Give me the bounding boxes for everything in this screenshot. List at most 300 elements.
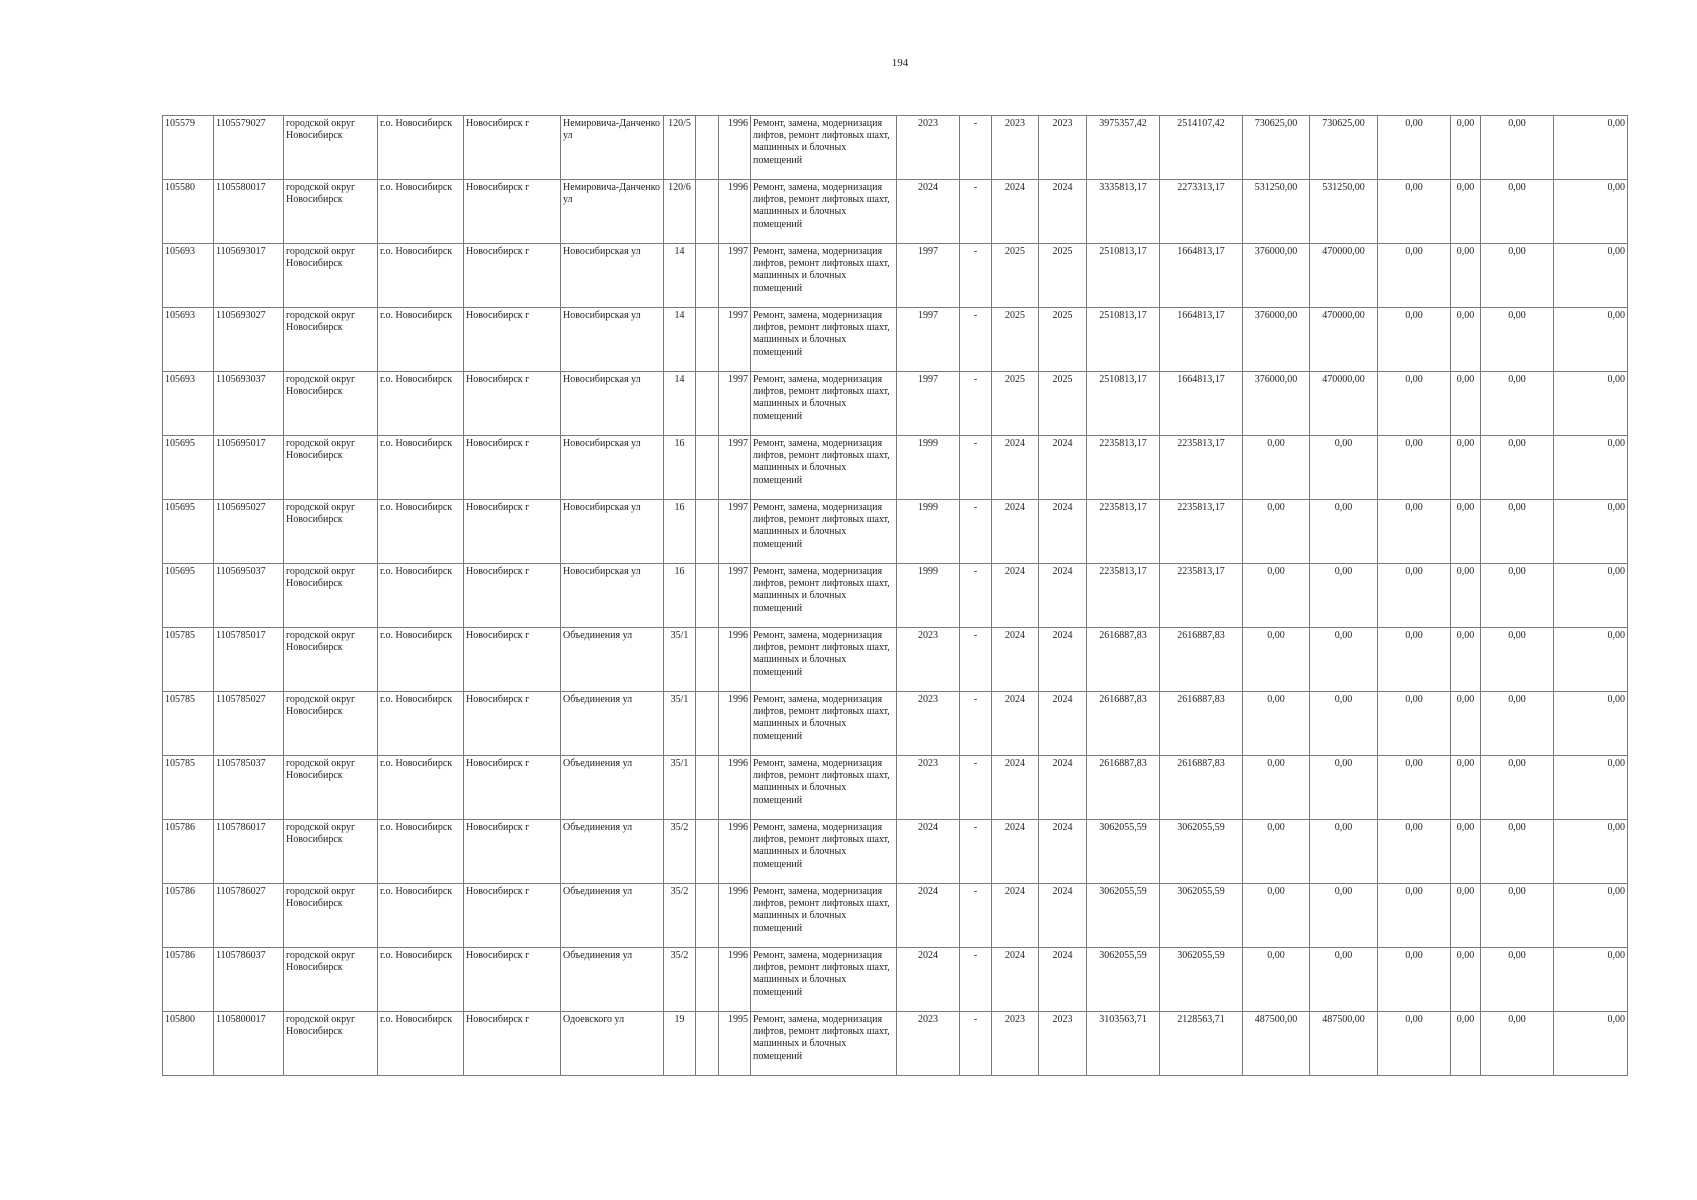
local-funds-cell: 0,00 [1451, 756, 1481, 820]
municipality-cell: г.о. Новосибирск [378, 820, 464, 884]
table-row [163, 756, 1628, 820]
last-repair-year-cell: 1997 [897, 244, 960, 308]
dash-cell-cell: - [960, 820, 992, 884]
local-funds-cell: 0,00 [1451, 244, 1481, 308]
object-id-cell: 105786 [163, 884, 214, 948]
fund-cost-cell: 1664813,17 [1160, 244, 1243, 308]
plan-year-end-cell: 2024 [1039, 180, 1087, 244]
municipality-cell: г.о. Новосибирск [378, 756, 464, 820]
fund-cost-cell: 2128563,71 [1160, 1012, 1243, 1076]
dash-cell-cell: - [960, 308, 992, 372]
locality-cell: Новосибирск г [464, 244, 561, 308]
house-number-cell: 14 [664, 372, 696, 436]
house-number-cell: 120/5 [664, 116, 696, 180]
locality-cell: Новосибирск г [464, 1012, 561, 1076]
object-id-cell: 105785 [163, 692, 214, 756]
other-funds-cell: 0,00 [1481, 884, 1554, 948]
dash-cell-cell: - [960, 628, 992, 692]
other-funds-cell: 0,00 [1481, 1012, 1554, 1076]
reserve-funds-cell: 0,00 [1554, 180, 1628, 244]
total-cost-cell: 2616887,83 [1087, 756, 1160, 820]
work-type-cell: Ремонт, замена, модернизация лифтов, ремонт лифтовых шахт, машинных и блочных помещений [751, 756, 897, 820]
table-row [163, 692, 1628, 756]
dash-cell-cell: - [960, 116, 992, 180]
commission-year-cell: 1997 [719, 500, 751, 564]
table-row [163, 372, 1628, 436]
dash-cell-cell: - [960, 244, 992, 308]
dash-cell-cell: - [960, 1012, 992, 1076]
fund-cost-cell: 3062055,59 [1160, 884, 1243, 948]
lift-id-cell: 1105785037 [214, 756, 284, 820]
owner-funds-cell: 376000,00 [1243, 372, 1310, 436]
lift-id-cell: 1105800017 [214, 1012, 284, 1076]
plan-year-start-cell: 2024 [992, 436, 1039, 500]
total-cost-cell: 2235813,17 [1087, 436, 1160, 500]
total-cost-cell: 3062055,59 [1087, 884, 1160, 948]
total-cost-cell: 3062055,59 [1087, 948, 1160, 1012]
table-row [163, 244, 1628, 308]
reserve-funds-cell: 0,00 [1554, 948, 1628, 1012]
plan-year-end-cell: 2025 [1039, 308, 1087, 372]
regional-funds-cell: 0,00 [1378, 948, 1451, 1012]
subsidy-funds-cell: 470000,00 [1310, 372, 1378, 436]
building-letter-cell [696, 820, 719, 884]
locality-cell: Новосибирск г [464, 308, 561, 372]
commission-year-cell: 1996 [719, 756, 751, 820]
lift-id-cell: 1105693037 [214, 372, 284, 436]
reserve-funds-cell: 0,00 [1554, 756, 1628, 820]
lift-id-cell: 1105786017 [214, 820, 284, 884]
lift-id-cell: 1105786027 [214, 884, 284, 948]
locality-cell: Новосибирск г [464, 116, 561, 180]
municipality-cell: г.о. Новосибирск [378, 884, 464, 948]
plan-year-start-cell: 2024 [992, 692, 1039, 756]
total-cost-cell: 2616887,83 [1087, 628, 1160, 692]
house-number-cell: 16 [664, 564, 696, 628]
street-cell: Новосибирская ул [561, 436, 664, 500]
building-letter-cell [696, 308, 719, 372]
dash-cell-cell: - [960, 436, 992, 500]
fund-cost-cell: 2235813,17 [1160, 500, 1243, 564]
local-funds-cell: 0,00 [1451, 1012, 1481, 1076]
plan-year-start-cell: 2025 [992, 308, 1039, 372]
plan-year-start-cell: 2024 [992, 564, 1039, 628]
dash-cell-cell: - [960, 564, 992, 628]
owner-funds-cell: 0,00 [1243, 884, 1310, 948]
total-cost-cell: 3103563,71 [1087, 1012, 1160, 1076]
plan-year-end-cell: 2024 [1039, 884, 1087, 948]
reserve-funds-cell: 0,00 [1554, 692, 1628, 756]
owner-funds-cell: 0,00 [1243, 756, 1310, 820]
lift-id-cell: 1105693027 [214, 308, 284, 372]
plan-year-start-cell: 2023 [992, 116, 1039, 180]
plan-year-end-cell: 2025 [1039, 372, 1087, 436]
lift-id-cell: 1105695037 [214, 564, 284, 628]
house-number-cell: 35/1 [664, 756, 696, 820]
dash-cell-cell: - [960, 180, 992, 244]
street-cell: Новосибирская ул [561, 500, 664, 564]
commission-year-cell: 1997 [719, 564, 751, 628]
work-type-cell: Ремонт, замена, модернизация лифтов, ремонт лифтовых шахт, машинных и блочных помещений [751, 180, 897, 244]
municipality-cell: г.о. Новосибирск [378, 180, 464, 244]
municipal-district-cell: городской округ Новосибирск [284, 692, 378, 756]
subsidy-funds-cell: 0,00 [1310, 500, 1378, 564]
local-funds-cell: 0,00 [1451, 884, 1481, 948]
municipal-district-cell: городской округ Новосибирск [284, 1012, 378, 1076]
plan-year-start-cell: 2024 [992, 180, 1039, 244]
regional-funds-cell: 0,00 [1378, 372, 1451, 436]
subsidy-funds-cell: 730625,00 [1310, 116, 1378, 180]
municipality-cell: г.о. Новосибирск [378, 308, 464, 372]
locality-cell: Новосибирск г [464, 756, 561, 820]
plan-year-start-cell: 2025 [992, 372, 1039, 436]
owner-funds-cell: 0,00 [1243, 692, 1310, 756]
table-row [163, 1012, 1628, 1076]
other-funds-cell: 0,00 [1481, 180, 1554, 244]
other-funds-cell: 0,00 [1481, 820, 1554, 884]
municipal-district-cell: городской округ Новосибирск [284, 820, 378, 884]
lift-id-cell: 1105695017 [214, 436, 284, 500]
fund-cost-cell: 2616887,83 [1160, 692, 1243, 756]
fund-cost-cell: 2616887,83 [1160, 756, 1243, 820]
object-id-cell: 105693 [163, 308, 214, 372]
street-cell: Новосибирская ул [561, 308, 664, 372]
commission-year-cell: 1997 [719, 308, 751, 372]
owner-funds-cell: 531250,00 [1243, 180, 1310, 244]
locality-cell: Новосибирск г [464, 436, 561, 500]
work-type-cell: Ремонт, замена, модернизация лифтов, ремонт лифтовых шахт, машинных и блочных помещений [751, 244, 897, 308]
house-number-cell: 14 [664, 308, 696, 372]
plan-year-end-cell: 2025 [1039, 244, 1087, 308]
work-type-cell: Ремонт, замена, модернизация лифтов, ремонт лифтовых шахт, машинных и блочных помещений [751, 884, 897, 948]
municipal-district-cell: городской округ Новосибирск [284, 564, 378, 628]
lift-id-cell: 1105785017 [214, 628, 284, 692]
work-type-cell: Ремонт, замена, модернизация лифтов, ремонт лифтовых шахт, машинных и блочных помещений [751, 628, 897, 692]
regional-funds-cell: 0,00 [1378, 692, 1451, 756]
building-letter-cell [696, 1012, 719, 1076]
plan-year-end-cell: 2023 [1039, 116, 1087, 180]
subsidy-funds-cell: 470000,00 [1310, 308, 1378, 372]
municipality-cell: г.о. Новосибирск [378, 116, 464, 180]
house-number-cell: 16 [664, 436, 696, 500]
other-funds-cell: 0,00 [1481, 756, 1554, 820]
last-repair-year-cell: 1999 [897, 500, 960, 564]
object-id-cell: 105785 [163, 756, 214, 820]
street-cell: Новосибирская ул [561, 564, 664, 628]
commission-year-cell: 1996 [719, 628, 751, 692]
other-funds-cell: 0,00 [1481, 116, 1554, 180]
dash-cell-cell: - [960, 692, 992, 756]
other-funds-cell: 0,00 [1481, 436, 1554, 500]
fund-cost-cell: 3062055,59 [1160, 948, 1243, 1012]
table-row [163, 884, 1628, 948]
object-id-cell: 105580 [163, 180, 214, 244]
building-letter-cell [696, 692, 719, 756]
municipality-cell: г.о. Новосибирск [378, 372, 464, 436]
object-id-cell: 105800 [163, 1012, 214, 1076]
locality-cell: Новосибирск г [464, 372, 561, 436]
street-cell: Новосибирская ул [561, 372, 664, 436]
fund-cost-cell: 2514107,42 [1160, 116, 1243, 180]
total-cost-cell: 3062055,59 [1087, 820, 1160, 884]
object-id-cell: 105785 [163, 628, 214, 692]
last-repair-year-cell: 2023 [897, 116, 960, 180]
other-funds-cell: 0,00 [1481, 372, 1554, 436]
dash-cell-cell: - [960, 756, 992, 820]
last-repair-year-cell: 1997 [897, 372, 960, 436]
regional-funds-cell: 0,00 [1378, 244, 1451, 308]
regional-funds-cell: 0,00 [1378, 180, 1451, 244]
total-cost-cell: 2510813,17 [1087, 308, 1160, 372]
municipal-district-cell: городской округ Новосибирск [284, 308, 378, 372]
local-funds-cell: 0,00 [1451, 820, 1481, 884]
subsidy-funds-cell: 0,00 [1310, 628, 1378, 692]
house-number-cell: 35/1 [664, 692, 696, 756]
municipality-cell: г.о. Новосибирск [378, 244, 464, 308]
fund-cost-cell: 2616887,83 [1160, 628, 1243, 692]
local-funds-cell: 0,00 [1451, 692, 1481, 756]
municipal-district-cell: городской округ Новосибирск [284, 756, 378, 820]
object-id-cell: 105693 [163, 244, 214, 308]
plan-year-start-cell: 2024 [992, 756, 1039, 820]
object-id-cell: 105693 [163, 372, 214, 436]
subsidy-funds-cell: 0,00 [1310, 436, 1378, 500]
street-cell: Объединения ул [561, 948, 664, 1012]
other-funds-cell: 0,00 [1481, 500, 1554, 564]
commission-year-cell: 1997 [719, 372, 751, 436]
lift-id-cell: 1105693017 [214, 244, 284, 308]
subsidy-funds-cell: 0,00 [1310, 756, 1378, 820]
work-type-cell: Ремонт, замена, модернизация лифтов, ремонт лифтовых шахт, машинных и блочных помещений [751, 1012, 897, 1076]
municipal-district-cell: городской округ Новосибирск [284, 436, 378, 500]
street-cell: Немировича-Данченко ул [561, 180, 664, 244]
plan-year-end-cell: 2024 [1039, 948, 1087, 1012]
dash-cell-cell: - [960, 372, 992, 436]
last-repair-year-cell: 2024 [897, 180, 960, 244]
municipal-district-cell: городской округ Новосибирск [284, 500, 378, 564]
other-funds-cell: 0,00 [1481, 628, 1554, 692]
subsidy-funds-cell: 0,00 [1310, 564, 1378, 628]
table-row [163, 500, 1628, 564]
building-letter-cell [696, 116, 719, 180]
total-cost-cell: 2616887,83 [1087, 692, 1160, 756]
plan-year-start-cell: 2023 [992, 1012, 1039, 1076]
work-type-cell: Ремонт, замена, модернизация лифтов, ремонт лифтовых шахт, машинных и блочных помещений [751, 820, 897, 884]
last-repair-year-cell: 1999 [897, 436, 960, 500]
commission-year-cell: 1996 [719, 948, 751, 1012]
regional-funds-cell: 0,00 [1378, 756, 1451, 820]
last-repair-year-cell: 1999 [897, 564, 960, 628]
reserve-funds-cell: 0,00 [1554, 1012, 1628, 1076]
building-letter-cell [696, 564, 719, 628]
plan-year-end-cell: 2024 [1039, 500, 1087, 564]
last-repair-year-cell: 2023 [897, 692, 960, 756]
fund-cost-cell: 1664813,17 [1160, 308, 1243, 372]
owner-funds-cell: 0,00 [1243, 820, 1310, 884]
owner-funds-cell: 487500,00 [1243, 1012, 1310, 1076]
plan-year-start-cell: 2024 [992, 500, 1039, 564]
reserve-funds-cell: 0,00 [1554, 308, 1628, 372]
last-repair-year-cell: 2023 [897, 756, 960, 820]
municipal-district-cell: городской округ Новосибирск [284, 244, 378, 308]
street-cell: Немировича-Данченко ул [561, 116, 664, 180]
plan-year-end-cell: 2023 [1039, 1012, 1087, 1076]
plan-year-end-cell: 2024 [1039, 564, 1087, 628]
owner-funds-cell: 0,00 [1243, 948, 1310, 1012]
subsidy-funds-cell: 0,00 [1310, 948, 1378, 1012]
object-id-cell: 105579 [163, 116, 214, 180]
plan-year-start-cell: 2025 [992, 244, 1039, 308]
local-funds-cell: 0,00 [1451, 628, 1481, 692]
page-number: 194 [891, 57, 909, 69]
subsidy-funds-cell: 0,00 [1310, 820, 1378, 884]
building-letter-cell [696, 436, 719, 500]
commission-year-cell: 1996 [719, 692, 751, 756]
plan-year-start-cell: 2024 [992, 628, 1039, 692]
table-row [163, 948, 1628, 1012]
locality-cell: Новосибирск г [464, 948, 561, 1012]
lift-id-cell: 1105580017 [214, 180, 284, 244]
work-type-cell: Ремонт, замена, модернизация лифтов, ремонт лифтовых шахт, машинных и блочных помещений [751, 116, 897, 180]
municipality-cell: г.о. Новосибирск [378, 1012, 464, 1076]
table-row [163, 820, 1628, 884]
fund-cost-cell: 3062055,59 [1160, 820, 1243, 884]
work-type-cell: Ремонт, замена, модернизация лифтов, ремонт лифтовых шахт, машинных и блочных помещений [751, 436, 897, 500]
owner-funds-cell: 376000,00 [1243, 244, 1310, 308]
house-number-cell: 35/2 [664, 948, 696, 1012]
reserve-funds-cell: 0,00 [1554, 244, 1628, 308]
municipal-district-cell: городской округ Новосибирск [284, 948, 378, 1012]
regional-funds-cell: 0,00 [1378, 436, 1451, 500]
regional-funds-cell: 0,00 [1378, 500, 1451, 564]
owner-funds-cell: 0,00 [1243, 564, 1310, 628]
reserve-funds-cell: 0,00 [1554, 820, 1628, 884]
work-type-cell: Ремонт, замена, модернизация лифтов, ремонт лифтовых шахт, машинных и блочных помещений [751, 692, 897, 756]
total-cost-cell: 3335813,17 [1087, 180, 1160, 244]
municipal-district-cell: городской округ Новосибирск [284, 884, 378, 948]
building-letter-cell [696, 372, 719, 436]
total-cost-cell: 2510813,17 [1087, 244, 1160, 308]
total-cost-cell: 3975357,42 [1087, 116, 1160, 180]
building-letter-cell [696, 628, 719, 692]
owner-funds-cell: 0,00 [1243, 436, 1310, 500]
regional-funds-cell: 0,00 [1378, 116, 1451, 180]
house-number-cell: 19 [664, 1012, 696, 1076]
fund-cost-cell: 1664813,17 [1160, 372, 1243, 436]
table-row [163, 116, 1628, 180]
other-funds-cell: 0,00 [1481, 948, 1554, 1012]
work-type-cell: Ремонт, замена, модернизация лифтов, ремонт лифтовых шахт, машинных и блочных помещений [751, 948, 897, 1012]
object-id-cell: 105695 [163, 500, 214, 564]
commission-year-cell: 1996 [719, 180, 751, 244]
fund-cost-cell: 2273313,17 [1160, 180, 1243, 244]
municipality-cell: г.о. Новосибирск [378, 564, 464, 628]
table-row [163, 180, 1628, 244]
street-cell: Новосибирская ул [561, 244, 664, 308]
subsidy-funds-cell: 0,00 [1310, 884, 1378, 948]
municipality-cell: г.о. Новосибирск [378, 948, 464, 1012]
table-row [163, 308, 1628, 372]
locality-cell: Новосибирск г [464, 628, 561, 692]
subsidy-funds-cell: 487500,00 [1310, 1012, 1378, 1076]
municipality-cell: г.о. Новосибирск [378, 436, 464, 500]
lift-id-cell: 1105785027 [214, 692, 284, 756]
local-funds-cell: 0,00 [1451, 436, 1481, 500]
plan-year-start-cell: 2024 [992, 948, 1039, 1012]
regional-funds-cell: 0,00 [1378, 564, 1451, 628]
reserve-funds-cell: 0,00 [1554, 884, 1628, 948]
street-cell: Одоевского ул [561, 1012, 664, 1076]
owner-funds-cell: 376000,00 [1243, 308, 1310, 372]
last-repair-year-cell: 2023 [897, 1012, 960, 1076]
last-repair-year-cell: 2024 [897, 884, 960, 948]
municipality-cell: г.о. Новосибирск [378, 692, 464, 756]
locality-cell: Новосибирск г [464, 564, 561, 628]
building-letter-cell [696, 884, 719, 948]
commission-year-cell: 1997 [719, 436, 751, 500]
local-funds-cell: 0,00 [1451, 308, 1481, 372]
regional-funds-cell: 0,00 [1378, 884, 1451, 948]
total-cost-cell: 2510813,17 [1087, 372, 1160, 436]
total-cost-cell: 2235813,17 [1087, 500, 1160, 564]
regional-funds-cell: 0,00 [1378, 1012, 1451, 1076]
owner-funds-cell: 730625,00 [1243, 116, 1310, 180]
object-id-cell: 105695 [163, 564, 214, 628]
total-cost-cell: 2235813,17 [1087, 564, 1160, 628]
work-type-cell: Ремонт, замена, модернизация лифтов, ремонт лифтовых шахт, машинных и блочных помещений [751, 564, 897, 628]
lift-id-cell: 1105695027 [214, 500, 284, 564]
commission-year-cell: 1995 [719, 1012, 751, 1076]
municipal-district-cell: городской округ Новосибирск [284, 180, 378, 244]
local-funds-cell: 0,00 [1451, 948, 1481, 1012]
plan-year-end-cell: 2024 [1039, 436, 1087, 500]
table-row [163, 628, 1628, 692]
house-number-cell: 35/1 [664, 628, 696, 692]
work-type-cell: Ремонт, замена, модернизация лифтов, ремонт лифтовых шахт, машинных и блочных помещений [751, 500, 897, 564]
table-row [163, 436, 1628, 500]
commission-year-cell: 1996 [719, 884, 751, 948]
lift-id-cell: 1105579027 [214, 116, 284, 180]
street-cell: Объединения ул [561, 692, 664, 756]
building-letter-cell [696, 500, 719, 564]
last-repair-year-cell: 2023 [897, 628, 960, 692]
subsidy-funds-cell: 531250,00 [1310, 180, 1378, 244]
building-letter-cell [696, 180, 719, 244]
municipal-district-cell: городской округ Новосибирск [284, 372, 378, 436]
reserve-funds-cell: 0,00 [1554, 372, 1628, 436]
locality-cell: Новосибирск г [464, 820, 561, 884]
plan-year-end-cell: 2024 [1039, 820, 1087, 884]
plan-year-end-cell: 2024 [1039, 756, 1087, 820]
locality-cell: Новосибирск г [464, 692, 561, 756]
other-funds-cell: 0,00 [1481, 244, 1554, 308]
table-body [163, 116, 1628, 1076]
municipal-district-cell: городской округ Новосибирск [284, 628, 378, 692]
object-id-cell: 105786 [163, 948, 214, 1012]
subsidy-funds-cell: 470000,00 [1310, 244, 1378, 308]
reserve-funds-cell: 0,00 [1554, 116, 1628, 180]
dash-cell-cell: - [960, 500, 992, 564]
local-funds-cell: 0,00 [1451, 116, 1481, 180]
dash-cell-cell: - [960, 948, 992, 1012]
work-type-cell: Ремонт, замена, модернизация лифтов, ремонт лифтовых шахт, машинных и блочных помещений [751, 308, 897, 372]
street-cell: Объединения ул [561, 884, 664, 948]
municipality-cell: г.о. Новосибирск [378, 628, 464, 692]
building-letter-cell [696, 244, 719, 308]
local-funds-cell: 0,00 [1451, 180, 1481, 244]
building-letter-cell [696, 948, 719, 1012]
object-id-cell: 105786 [163, 820, 214, 884]
